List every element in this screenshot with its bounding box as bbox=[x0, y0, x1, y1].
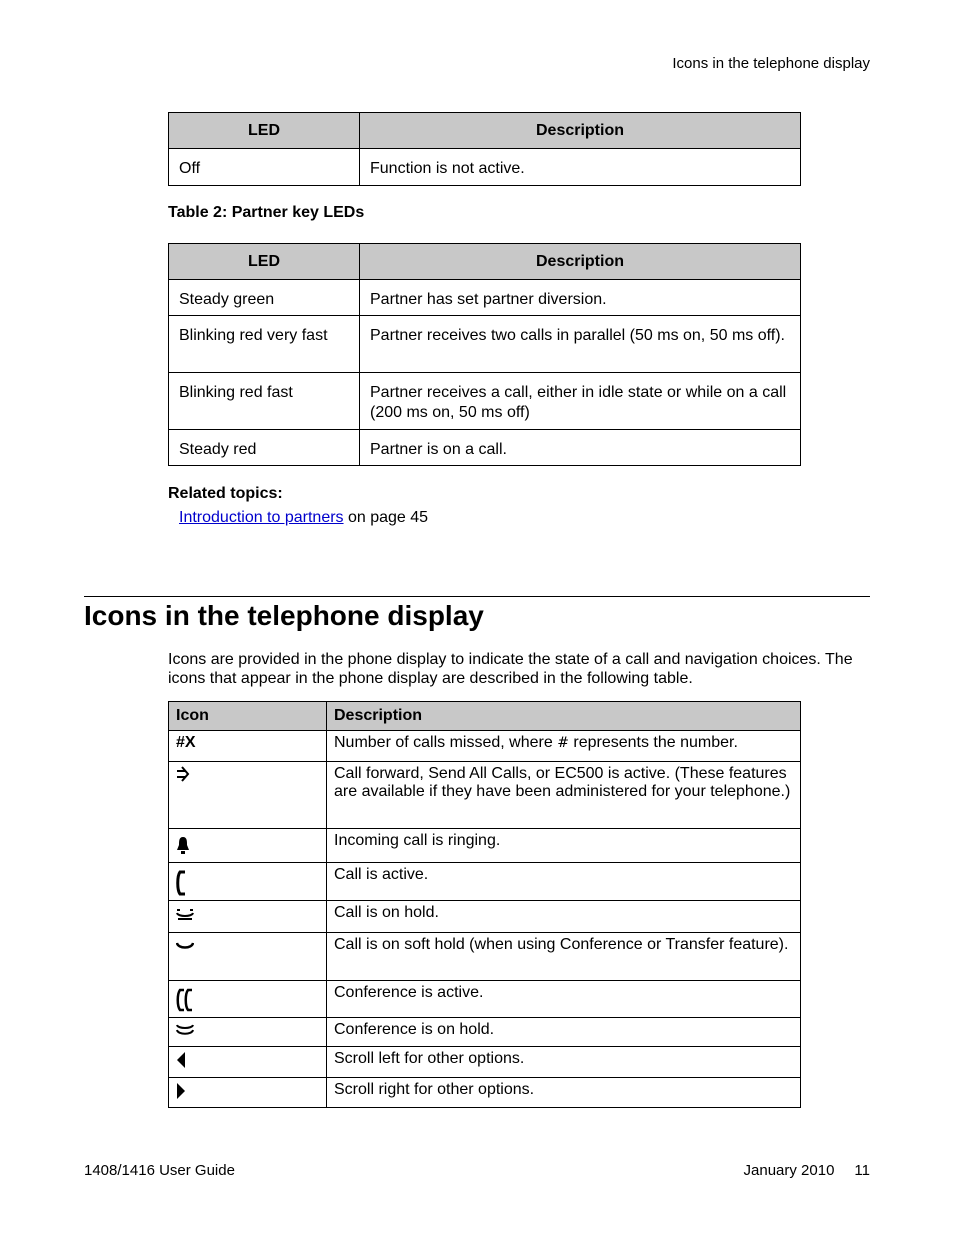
footer-date: January 2010 bbox=[743, 1162, 835, 1179]
table-row bbox=[169, 149, 801, 186]
introduction-to-partners-link[interactable]: Introduction to partners bbox=[179, 509, 344, 526]
led-cell: Blinking red very fast bbox=[169, 316, 360, 373]
table-row bbox=[169, 901, 801, 933]
column-header-icon: Icon bbox=[169, 702, 327, 731]
table-row bbox=[169, 981, 801, 1018]
section-intro: Icons are provided in the phone display to indicate the state of a call and navigation choices. The icons that appear in the phone display are described in the following table. bbox=[168, 651, 853, 687]
column-header-description: Description bbox=[360, 244, 801, 280]
led-cell: Steady green bbox=[169, 280, 360, 316]
table-row bbox=[169, 1078, 801, 1108]
page-number: 11 bbox=[854, 1162, 870, 1179]
column-header-led: LED bbox=[169, 244, 360, 280]
description-cell: Call forward, Send All Calls, or EC500 is active. (These features are available if they have been administered for your telephone.) bbox=[327, 762, 801, 829]
description-cell: Partner has set partner diversion. bbox=[360, 280, 801, 316]
page-reference: on page 45 bbox=[343, 509, 429, 526]
running-header: Icons in the telephone display bbox=[672, 55, 870, 72]
icons-table bbox=[168, 701, 801, 1108]
description-cell: Conference is active. bbox=[327, 981, 801, 1018]
description-cell: Partner is on a call. bbox=[360, 430, 801, 466]
missed-calls-icon: #X bbox=[176, 734, 196, 751]
column-header-description: Description bbox=[360, 113, 801, 149]
conference-hold-icon bbox=[176, 1023, 319, 1037]
call-forward-icon bbox=[176, 765, 319, 783]
footer-meta bbox=[744, 1162, 870, 1179]
soft-hold-icon bbox=[176, 940, 319, 952]
table-row bbox=[169, 1047, 801, 1078]
description-cell: Call is on soft hold (when using Conference or Transfer feature). bbox=[327, 933, 801, 981]
led-cell: Off bbox=[169, 149, 360, 186]
description-cell: Scroll left for other options. bbox=[327, 1047, 801, 1078]
led-table bbox=[168, 112, 801, 186]
table-row bbox=[169, 1018, 801, 1047]
description-cell: Partner receives two calls in parallel (50 ms on, 50 ms off). bbox=[360, 316, 801, 373]
section-divider bbox=[84, 596, 870, 597]
scroll-left-icon bbox=[176, 1052, 319, 1068]
table-row bbox=[169, 280, 801, 316]
description-cell: Number of calls missed, where # represents the number. bbox=[327, 731, 801, 762]
description-cell: Call is on hold. bbox=[327, 901, 801, 933]
table-row bbox=[169, 863, 801, 901]
column-header-led: LED bbox=[169, 113, 360, 149]
related-topic bbox=[179, 509, 428, 527]
table-row bbox=[169, 731, 801, 762]
table-row bbox=[169, 933, 801, 981]
scroll-right-icon bbox=[176, 1083, 319, 1099]
handset-active-icon bbox=[176, 870, 319, 896]
description-cell: Partner receives a call, either in idle state or while on a call (200 ms on, 50 ms off) bbox=[360, 373, 801, 430]
description-cell: Conference is on hold. bbox=[327, 1018, 801, 1047]
table-row bbox=[169, 829, 801, 863]
partner-led-table bbox=[168, 243, 801, 466]
table-caption: Table 2: Partner key LEDs bbox=[168, 204, 365, 221]
conference-active-icon bbox=[176, 988, 319, 1012]
table-row bbox=[169, 373, 801, 430]
footer-guide-title: 1408/1416 User Guide bbox=[84, 1162, 235, 1179]
led-cell: Steady red bbox=[169, 430, 360, 466]
description-cell: Call is active. bbox=[327, 863, 801, 901]
table-row bbox=[169, 316, 801, 373]
description-cell: Scroll right for other options. bbox=[327, 1078, 801, 1108]
table-row bbox=[169, 762, 801, 829]
description-cell: Incoming call is ringing. bbox=[327, 829, 801, 863]
table-row bbox=[169, 430, 801, 466]
section-title: Icons in the telephone display bbox=[84, 600, 484, 631]
hold-icon bbox=[176, 908, 319, 922]
led-cell: Blinking red fast bbox=[169, 373, 360, 430]
hash-symbol: # bbox=[557, 735, 569, 751]
related-topics-label: Related topics: bbox=[168, 485, 283, 502]
description-cell: Function is not active. bbox=[360, 149, 801, 186]
bell-icon bbox=[176, 836, 319, 856]
column-header-description: Description bbox=[327, 702, 801, 731]
